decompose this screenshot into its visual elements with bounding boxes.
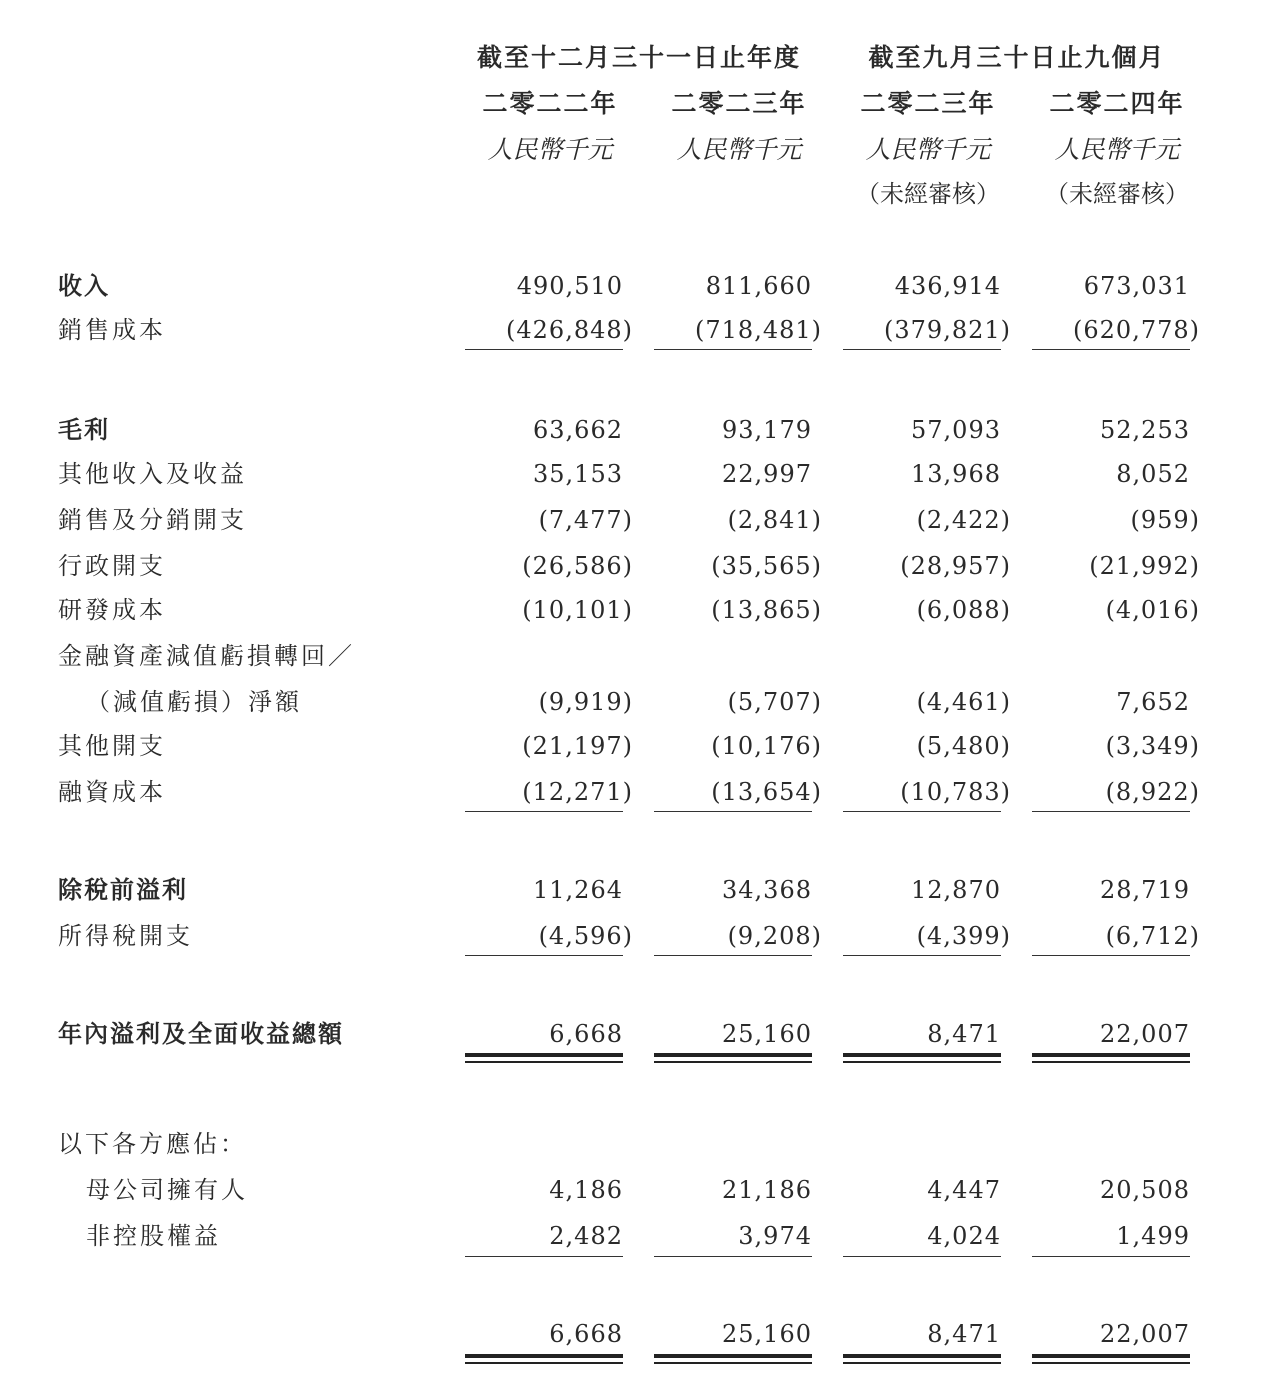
row-label-profit-before-tax: 除稅前溢利	[58, 875, 188, 904]
value-cell: (426,848)	[506, 316, 633, 344]
value-cell: (12,271)	[522, 778, 633, 806]
column-unit: 人民幣千元	[1054, 135, 1180, 164]
total-double-rule	[1032, 1053, 1190, 1063]
value-cell: 811,660	[705, 272, 812, 300]
value-cell	[821, 1126, 1001, 1162]
value-cell: (5,707)	[727, 688, 822, 716]
value-cell: 7,652	[1116, 688, 1190, 716]
column-audit-note: （未經審核）	[1045, 180, 1189, 208]
total-double-rule	[843, 1354, 1001, 1364]
value-cell: 57,093	[911, 416, 1001, 444]
value-cell: 13,968	[911, 460, 1001, 488]
subtotal-rule	[465, 811, 623, 812]
value-cell: 20,508	[1100, 1176, 1190, 1204]
value-cell: (9,919)	[538, 688, 633, 716]
value-cell: (2,422)	[916, 506, 1011, 534]
row-label-other-income: 其他收入及收益	[58, 460, 247, 488]
value-cell: 22,007	[1100, 1020, 1190, 1048]
subtotal-rule	[843, 955, 1001, 956]
subtotal-rule	[465, 1256, 623, 1257]
value-cell	[443, 638, 623, 674]
row-label-other-expenses: 其他開支	[58, 732, 166, 760]
column-year: 二零二三年	[860, 89, 996, 118]
value-cell: 6,668	[549, 1320, 623, 1348]
value-cell: 2,482	[549, 1222, 623, 1250]
total-double-rule	[465, 1354, 623, 1364]
value-cell: 1,499	[1116, 1222, 1190, 1250]
value-cell: (13,654)	[711, 778, 822, 806]
subtotal-rule	[843, 349, 1001, 350]
value-cell: (620,778)	[1073, 316, 1200, 344]
value-cell	[1010, 1126, 1190, 1162]
value-cell: 673,031	[1083, 272, 1190, 300]
value-cell: 25,160	[722, 1020, 812, 1048]
value-cell: (35,565)	[711, 552, 822, 580]
column-year: 二零二四年	[1049, 89, 1185, 118]
value-cell: (21,197)	[522, 732, 633, 760]
value-cell: 35,153	[533, 460, 623, 488]
value-cell: (5,480)	[916, 732, 1011, 760]
value-cell	[632, 638, 812, 674]
row-label-finance-costs: 融資成本	[58, 778, 166, 806]
total-double-rule	[843, 1053, 1001, 1063]
value-cell: (9,208)	[727, 922, 822, 950]
column-audit-note: （未經審核）	[856, 180, 1000, 208]
row-label-attributable-to: 以下各方應佔：	[58, 1130, 247, 1158]
value-cell	[821, 638, 1001, 674]
value-cell: 3,974	[738, 1222, 812, 1250]
value-cell: (13,865)	[711, 596, 822, 624]
value-cell: (959)	[1130, 506, 1200, 534]
subtotal-rule	[654, 955, 812, 956]
value-cell: 490,510	[516, 272, 623, 300]
period-header-nine-months: 截至九月三十日止九個月	[868, 43, 1166, 72]
value-cell	[443, 1126, 623, 1162]
subtotal-rule	[1032, 1256, 1190, 1257]
subtotal-rule	[1032, 349, 1190, 350]
value-cell: (4,399)	[916, 922, 1011, 950]
value-cell: 8,471	[927, 1020, 1001, 1048]
column-unit: 人民幣千元	[865, 135, 991, 164]
value-cell: 12,870	[911, 876, 1001, 904]
value-cell: 4,447	[927, 1176, 1001, 1204]
value-cell: (379,821)	[884, 316, 1011, 344]
row-label-cost-of-sales: 銷售成本	[58, 316, 166, 344]
value-cell: 34,368	[722, 876, 812, 904]
value-cell: (8,922)	[1105, 778, 1200, 806]
value-cell: (7,477)	[538, 506, 633, 534]
value-cell: 6,668	[549, 1020, 623, 1048]
value-cell: (10,176)	[711, 732, 822, 760]
value-cell: (10,783)	[900, 778, 1011, 806]
value-cell	[1010, 638, 1190, 674]
column-unit: 人民幣千元	[676, 135, 802, 164]
column-year: 二零二三年	[671, 89, 807, 118]
value-cell: 11,264	[533, 876, 623, 904]
row-label-admin-expenses: 行政開支	[58, 552, 166, 580]
value-cell: 21,186	[722, 1176, 812, 1204]
value-cell: 22,007	[1100, 1320, 1190, 1348]
value-cell: (26,586)	[522, 552, 633, 580]
column-unit: 人民幣千元	[487, 135, 613, 164]
value-cell: (6,088)	[916, 596, 1011, 624]
value-cell: (21,992)	[1089, 552, 1200, 580]
subtotal-rule	[465, 349, 623, 350]
subtotal-rule	[1032, 811, 1190, 812]
row-label-impairment-line1: 金融資產減值虧損轉回／	[58, 642, 355, 670]
row-label-non-controlling-interests: 非控股權益	[86, 1222, 221, 1250]
value-cell: 4,024	[927, 1222, 1001, 1250]
row-label-owners-of-parent: 母公司擁有人	[86, 1176, 248, 1204]
value-cell: (28,957)	[900, 552, 1011, 580]
subtotal-rule	[843, 811, 1001, 812]
column-year: 二零二二年	[482, 89, 618, 118]
value-cell: 25,160	[722, 1320, 812, 1348]
value-cell: (10,101)	[522, 596, 633, 624]
subtotal-rule	[843, 1256, 1001, 1257]
period-header-annual: 截至十二月三十一日止年度	[476, 43, 801, 72]
value-cell: 22,997	[722, 460, 812, 488]
value-cell: (6,712)	[1105, 922, 1200, 950]
value-cell: 436,914	[894, 272, 1001, 300]
subtotal-rule	[465, 955, 623, 956]
value-cell: 4,186	[549, 1176, 623, 1204]
value-cell: 28,719	[1100, 876, 1190, 904]
value-cell: (2,841)	[727, 506, 822, 534]
subtotal-rule	[654, 1256, 812, 1257]
total-double-rule	[654, 1354, 812, 1364]
row-label-revenue: 收入	[58, 271, 110, 300]
subtotal-rule	[1032, 955, 1190, 956]
subtotal-rule	[654, 811, 812, 812]
total-double-rule	[1032, 1354, 1190, 1364]
value-cell: 8,471	[927, 1320, 1001, 1348]
value-cell: (4,016)	[1105, 596, 1200, 624]
row-label-impairment-line2: （減值虧損）淨額	[86, 688, 302, 716]
value-cell: (718,481)	[695, 316, 822, 344]
value-cell: 93,179	[722, 416, 812, 444]
row-label-income-tax: 所得稅開支	[58, 922, 193, 950]
value-cell: 8,052	[1116, 460, 1190, 488]
row-label-total-comprehensive-income: 年內溢利及全面收益總額	[58, 1019, 344, 1048]
row-label-selling-expenses: 銷售及分銷開支	[58, 506, 247, 534]
value-cell: (4,461)	[916, 688, 1011, 716]
value-cell	[632, 1126, 812, 1162]
row-label-gross-profit: 毛利	[58, 415, 110, 444]
value-cell: (4,596)	[538, 922, 633, 950]
total-double-rule	[465, 1053, 623, 1063]
value-cell: 52,253	[1100, 416, 1190, 444]
total-double-rule	[654, 1053, 812, 1063]
row-label-rd-costs: 研發成本	[58, 596, 166, 624]
subtotal-rule	[654, 349, 812, 350]
value-cell: 63,662	[533, 416, 623, 444]
value-cell: (3,349)	[1105, 732, 1200, 760]
